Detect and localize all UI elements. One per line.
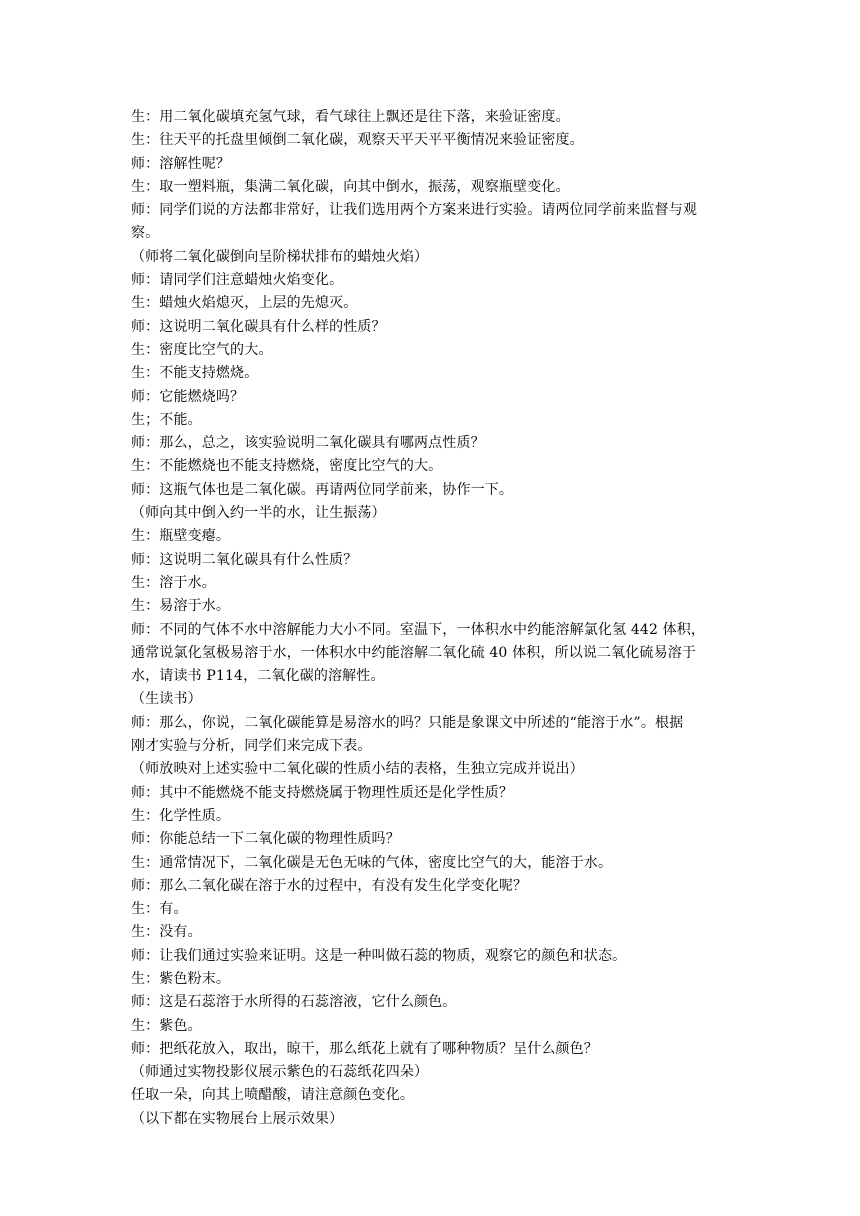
text-line: 生：用二氧化碳填充氢气球，看气球往上飘还是往下落，来验证密度。 (131, 109, 570, 125)
text-line: 生：密度比空气的大。 (131, 341, 273, 358)
text-line: （以下都在实物展台上展示效果） (131, 1110, 344, 1127)
text-line: 生：紫色粉末。 (131, 970, 231, 987)
text-line: 生：没有。 (131, 924, 202, 941)
text-line: 生：取一塑料瓶，集满二氧化碳，向其中倒水，振荡，观察瓶壁变化。 (131, 178, 570, 195)
text-line: 师：让我们通过实验来证明。这是一种叫做石蕊的物质，观察它的颜色和状态。 (131, 947, 627, 964)
text-line: 师：请同学们注意蜡烛火焰变化。 (131, 272, 344, 289)
text-line: 生：紫色。 (131, 1017, 202, 1034)
text-line: 师：它能燃烧吗？ (131, 388, 245, 405)
text-line: 通常说氯化氢极易溶于水，一体积水中约能溶解二氧化硫 40 体积，所以说二氧化硫易溶于 (131, 644, 697, 661)
text-line: 生：通常情况下，二氧化碳是无色无味的气体，密度比空气的大，能溶于水。 (131, 854, 613, 871)
text-line: 师：把纸花放入，取出，晾干，那么纸花上就有了哪种物质？呈什么颜色？ (131, 1040, 598, 1057)
text-line: 师：同学们说的方法都非常好，让我们选用两个方案来进行实验。请两位同学前来监督与观 (131, 202, 697, 219)
text-line: （师放映对上述实验中二氧化碳的性质小结的表格，生独立完成并说出） (131, 761, 584, 778)
text-line: （师将二氧化碳倒向呈阶梯状排布的蜡烛火焰） (131, 248, 429, 265)
text-line: 生：有。 (131, 901, 188, 918)
text-line: 师：这说明二氧化碳具有什么样的性质？ (131, 318, 386, 335)
text-line: 生：溶于水。 (131, 574, 216, 591)
text-line: 师：你能总结一下二氧化碳的物理性质吗？ (131, 831, 400, 848)
document-body (131, 106, 731, 1131)
text-line: 师：那么二氧化碳在溶于水的过程中，有没有发生化学变化呢？ (131, 877, 528, 894)
text-line: 任取一朵，向其上喷醋酸，请注意颜色变化。 (131, 1087, 414, 1104)
text-line: 生：化学性质。 (131, 807, 231, 824)
text-line: 师：这瓶气体也是二氧化碳。再请两位同学前来，协作一下。 (131, 481, 514, 498)
text-line: 师：这是石蕊溶于水所得的石蕊溶液，它什么颜色。 (131, 994, 457, 1011)
text-line: 刚才实验与分析，同学们来完成下表。 (131, 738, 372, 755)
text-line: 师：这说明二氧化碳具有什么性质？ (131, 551, 358, 568)
text-line: 生；不能。 (131, 411, 202, 428)
text-line: 师：那么，总之，该实验说明二氧化碳具有哪两点性质？ (131, 435, 485, 452)
text-line: 生：不能支持燃烧。 (131, 365, 259, 382)
text-line: 生：不能燃烧也不能支持燃烧，密度比空气的大。 (131, 458, 443, 475)
text-line: 师：不同的气体不水中溶解能力大小不同。室温下，一体积水中约能溶解氯化氢 442 体积， (131, 621, 706, 638)
text-line: 生：往天平的托盘里倾倒二氧化碳，观察天平天平平衡情况来验证密度。 (131, 132, 584, 149)
text-line: 生：易溶于水。 (131, 598, 231, 615)
text-line: 察。 (131, 225, 160, 242)
text-line: 生：瓶壁变瘪。 (131, 528, 231, 545)
text-line: （师通过实物投影仪展示紫色的石蕊纸花四朵） (131, 1064, 429, 1081)
text-line: （生读书） (131, 691, 202, 708)
text-line: 水，请读书 P114，二氧化碳的溶解性。 (131, 668, 385, 685)
text-line: 师：其中不能燃烧不能支持燃烧属于物理性质还是化学性质？ (131, 784, 514, 801)
text-line: 师：溶解性呢？ (131, 155, 231, 172)
text-line: （师向其中倒入约一半的水，让生振荡） (131, 505, 386, 522)
text-line: 师：那么，你说，二氧化碳能算是易溶水的吗？只能是象课文中所述的“能溶于水”。根据 (131, 714, 684, 731)
text-line: 生：蜡烛火焰熄灭，上层的先熄灭。 (131, 295, 358, 312)
